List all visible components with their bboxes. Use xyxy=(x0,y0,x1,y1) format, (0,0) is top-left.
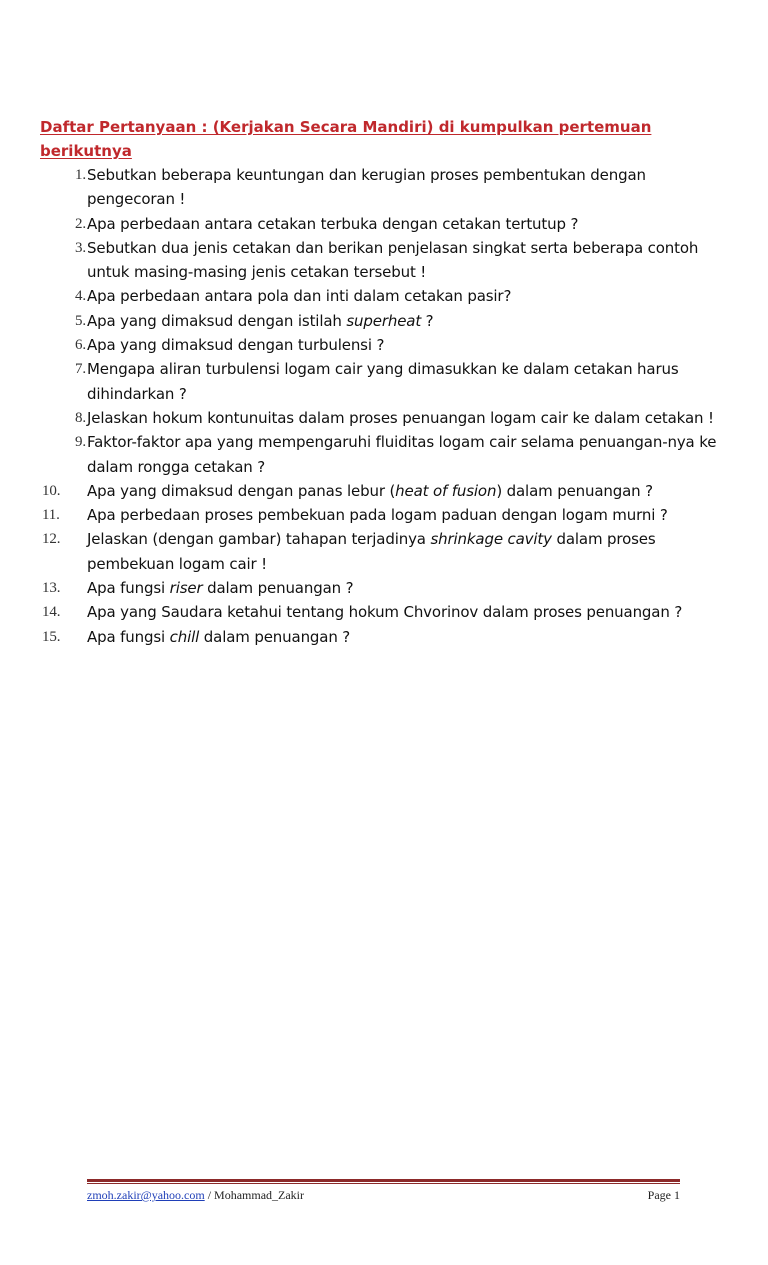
question-text: Sebutkan dua jenis cetakan dan berikan penjelasan singkat serta beberapa contoh untuk masing-masing jenis cetakan tersebut ! xyxy=(87,238,699,282)
footer-divider xyxy=(87,1179,680,1182)
question-text: Mengapa aliran turbulensi logam cair yang dimasukkan ke dalam cetakan harus dihindarkan ? xyxy=(87,360,679,403)
question-text-end: dalam penuangan ? xyxy=(202,579,354,598)
question-text: Apa yang Saudara ketahui tentang hokum Chvorinov dalam proses penuangan ? xyxy=(87,603,683,622)
question-item xyxy=(40,625,730,649)
question-number: 7. xyxy=(75,361,86,378)
question-number: 13. xyxy=(42,580,61,597)
question-list xyxy=(40,163,730,649)
question-term: superheat xyxy=(346,311,422,330)
question-number: 5. xyxy=(75,312,86,329)
question-number: 14. xyxy=(42,604,61,621)
question-number: 6. xyxy=(75,337,86,354)
question-text: Sebutkan beberapa keuntungan dan kerugian proses pembentukan dengan pengecoran ! xyxy=(87,166,646,209)
question-item xyxy=(40,163,730,212)
question-text: Jelaskan (dengan gambar) tahapan terjadinya xyxy=(87,530,431,549)
question-item xyxy=(40,406,730,430)
question-number: 10. xyxy=(42,482,61,499)
footer-separator: / xyxy=(204,1188,215,1202)
question-text: Apa yang dimaksud dengan turbulensi ? xyxy=(87,336,385,355)
question-item xyxy=(40,309,730,333)
footer-email-link[interactable]: zmoh.zakir@yahoo.com xyxy=(87,1188,205,1202)
question-item xyxy=(40,479,730,503)
question-number: 8. xyxy=(75,409,86,426)
question-number: 9. xyxy=(75,434,86,451)
question-item xyxy=(40,503,730,527)
question-item xyxy=(40,333,730,357)
question-term: riser xyxy=(169,579,203,598)
question-item xyxy=(40,600,730,624)
question-item xyxy=(40,284,730,308)
question-term: chill xyxy=(169,627,200,646)
question-number: 12. xyxy=(42,531,61,548)
question-text: Apa perbedaan proses pembekuan pada logam paduan dengan logam murni ? xyxy=(87,506,668,525)
question-text: Apa yang dimaksud dengan panas lebur ( xyxy=(87,481,396,500)
page-footer xyxy=(87,1187,680,1203)
question-item xyxy=(40,212,730,236)
question-number: 3. xyxy=(75,239,86,256)
page-number: Page 1 xyxy=(647,1188,680,1202)
question-item xyxy=(40,236,730,285)
question-item xyxy=(40,430,730,479)
page-heading: Daftar Pertanyaan : (Kerjakan Secara Mandiri) di kumpulkan pertemuan berikutnya xyxy=(40,118,652,160)
question-term: shrinkage cavity xyxy=(430,530,552,549)
question-text: Faktor-faktor apa yang mempengaruhi fluiditas logam cair selama penuangan-nya ke dalam rongga cetakan ? xyxy=(87,433,717,476)
footer-author: Mohammad_Zakir xyxy=(214,1188,305,1202)
question-item xyxy=(40,576,730,600)
question-number: 1. xyxy=(75,167,86,183)
question-text: Apa fungsi xyxy=(87,579,170,598)
question-text: Jelaskan hokum kontunuitas dalam proses penuangan logam cair ke dalam cetakan ! xyxy=(87,408,714,427)
question-text-end: dalam penuangan ? xyxy=(199,627,351,646)
question-item xyxy=(40,527,730,576)
question-number: 15. xyxy=(42,628,61,645)
question-item xyxy=(40,357,730,406)
question-text: Apa yang dimaksud dengan istilah xyxy=(87,311,347,330)
question-number: 11. xyxy=(42,507,60,524)
question-text: Apa perbedaan antara pola dan inti dalam cetakan pasir? xyxy=(87,287,512,306)
question-text-end: ? xyxy=(421,311,434,330)
question-text-end: dalam proses pembekuan logam cair ! xyxy=(87,530,656,573)
footer-divider-thin xyxy=(87,1183,680,1184)
question-text-end: ) dalam penuangan ? xyxy=(496,481,653,500)
question-text: Apa fungsi xyxy=(87,627,170,646)
question-term: heat of fusion xyxy=(395,481,497,500)
question-number: 4. xyxy=(75,288,86,305)
question-text: Apa perbedaan antara cetakan terbuka dengan cetakan tertutup ? xyxy=(87,214,579,233)
question-number: 2. xyxy=(75,215,86,232)
